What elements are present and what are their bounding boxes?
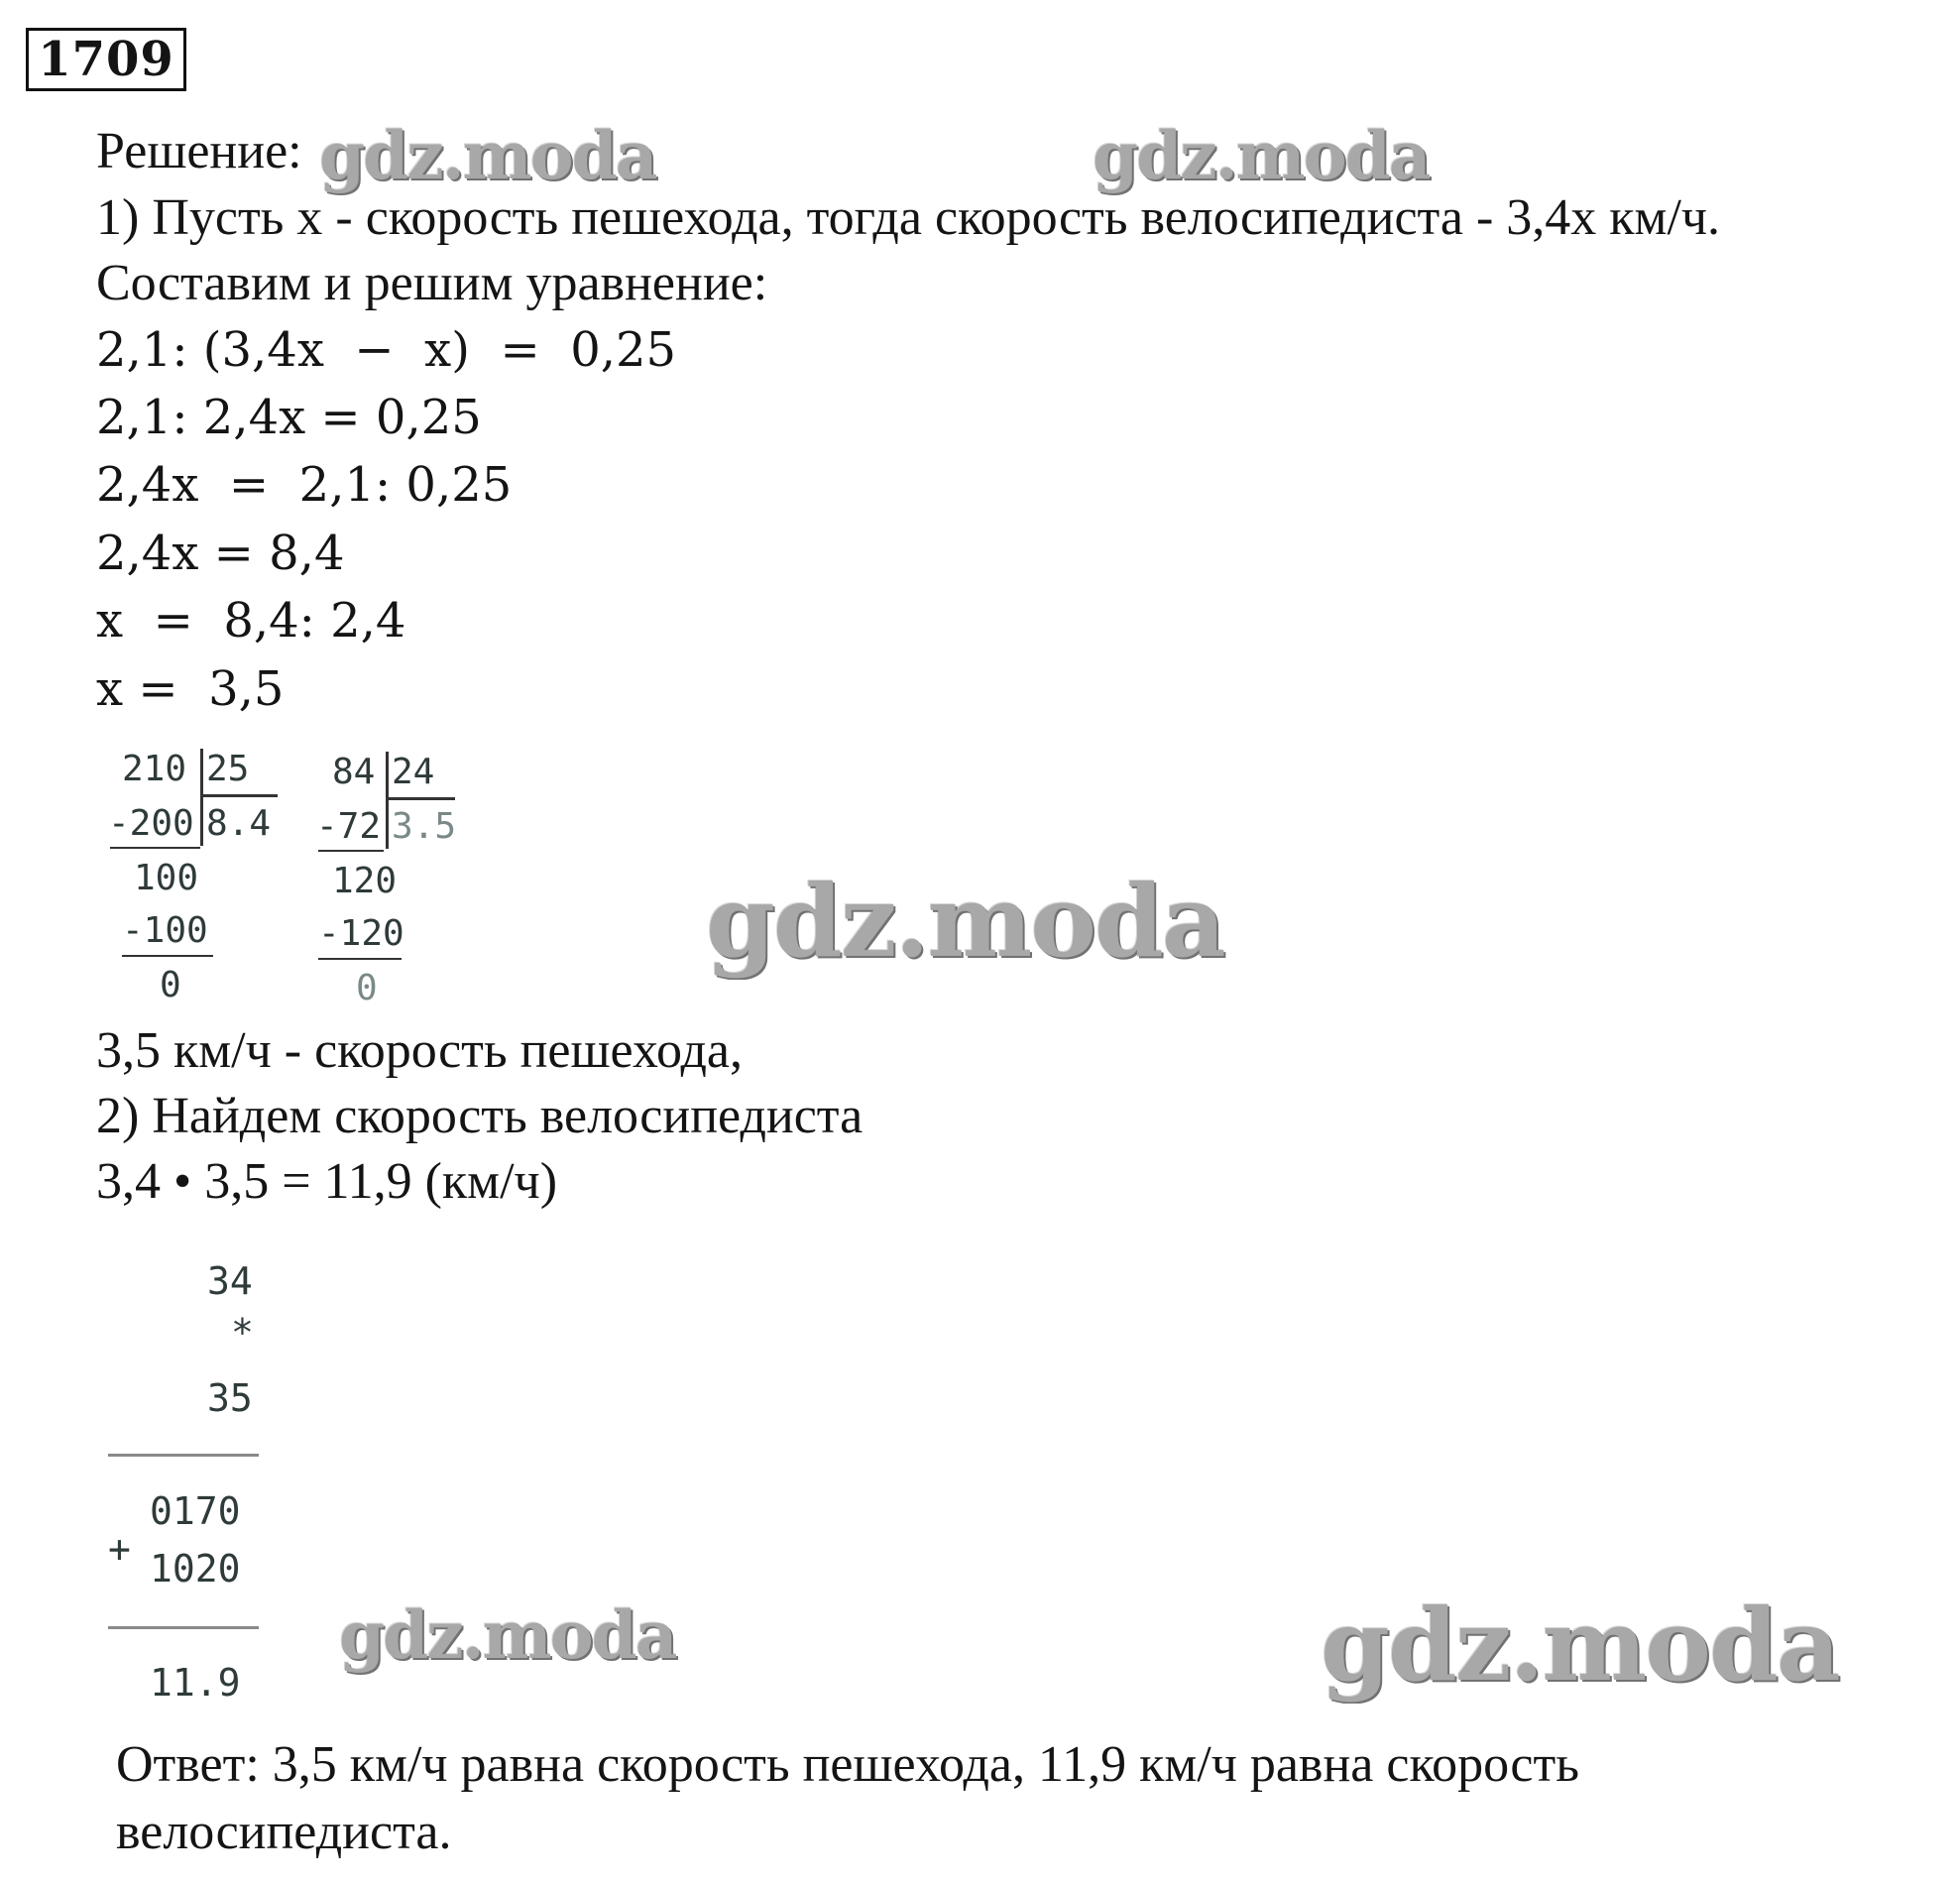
division1-subtract1-underline (110, 847, 200, 849)
mult-line-1 (108, 1454, 259, 1457)
watermark: gdz.moda (1093, 117, 1430, 194)
division1-dividend: 210 (122, 749, 187, 789)
answer-line-1: Ответ: 3,5 км/ч равна скорость пешехода, 11,9 км/ч равна скорость (116, 1736, 1579, 1793)
step2-text: 2) Найдем скорость велосипедиста (96, 1088, 864, 1144)
answer-line-2: велосипедиста. (116, 1804, 452, 1860)
division1-divisor-underline (200, 794, 278, 797)
division2-subtract1-underline (318, 850, 384, 852)
watermark: gdz.moda (706, 863, 1224, 980)
division1-divisor: 25 (206, 749, 250, 789)
long-division-2 (312, 752, 481, 1019)
equation-line: 2,1: 2,4x = 0,25 (96, 390, 482, 445)
division1-bar (200, 749, 203, 846)
pedestrian-speed-text: 3,5 км/ч - скорость пешехода, (96, 1022, 744, 1079)
equation-line: 2,4x = 2,1: 0,25 (96, 457, 513, 513)
solution-label: Решение: (96, 123, 302, 179)
equation-line: x = 3,5 (96, 661, 285, 717)
mult-plus: + (108, 1527, 131, 1571)
mult-partial2: 1020 (150, 1547, 241, 1590)
division2-dividend: 84 (332, 752, 376, 792)
division1-subtract2: -100 (122, 910, 208, 951)
division1-subtract2-underline (122, 955, 213, 957)
division2-subtract2-underline (318, 958, 402, 960)
mult-operator: * (231, 1311, 254, 1355)
division2-bar (386, 752, 389, 849)
mult-result: 11.9 (150, 1661, 241, 1705)
column-multiplication (104, 1259, 273, 1715)
step1-text: 1) Пусть x - скорость пешехода, тогда скорость велосипедиста - 3,4x км/ч. (96, 189, 1721, 246)
mult-factor2: 35 (207, 1376, 253, 1420)
division2-divisor-underline (386, 797, 455, 800)
long-division-1 (104, 749, 292, 1016)
problem-number-box: 1709 (26, 28, 186, 91)
watermark: gdz.moda (339, 1596, 676, 1674)
division2-quotient: 3.5 (392, 806, 457, 847)
division2-divisor: 24 (392, 752, 435, 792)
multiplication-text: 3,4 • 3,5 = 11,9 (км/ч) (96, 1153, 558, 1210)
watermark: gdz.moda (319, 117, 656, 194)
division2-remainder1: 120 (332, 861, 398, 901)
division1-remainder-final: 0 (160, 965, 181, 1005)
division2-subtract1: -72 (316, 806, 382, 847)
equation-line: x = 8,4: 2,4 (96, 593, 406, 648)
watermark: gdz.moda (1321, 1587, 1839, 1704)
mult-partial1: 0170 (150, 1489, 241, 1533)
equation-line: 2,1: (3,4x − x) = 0,25 (96, 322, 677, 378)
division2-subtract2: -120 (318, 913, 404, 954)
division2-remainder-final: 0 (356, 968, 378, 1008)
equation-line: 2,4x = 8,4 (96, 526, 345, 581)
equation-intro: Составим и решим уравнение: (96, 255, 768, 311)
mult-line-2 (108, 1626, 259, 1629)
division1-subtract1: -200 (108, 803, 194, 844)
division1-quotient: 8.4 (206, 803, 272, 844)
mult-factor1: 34 (207, 1259, 253, 1303)
division1-remainder1: 100 (134, 858, 199, 898)
